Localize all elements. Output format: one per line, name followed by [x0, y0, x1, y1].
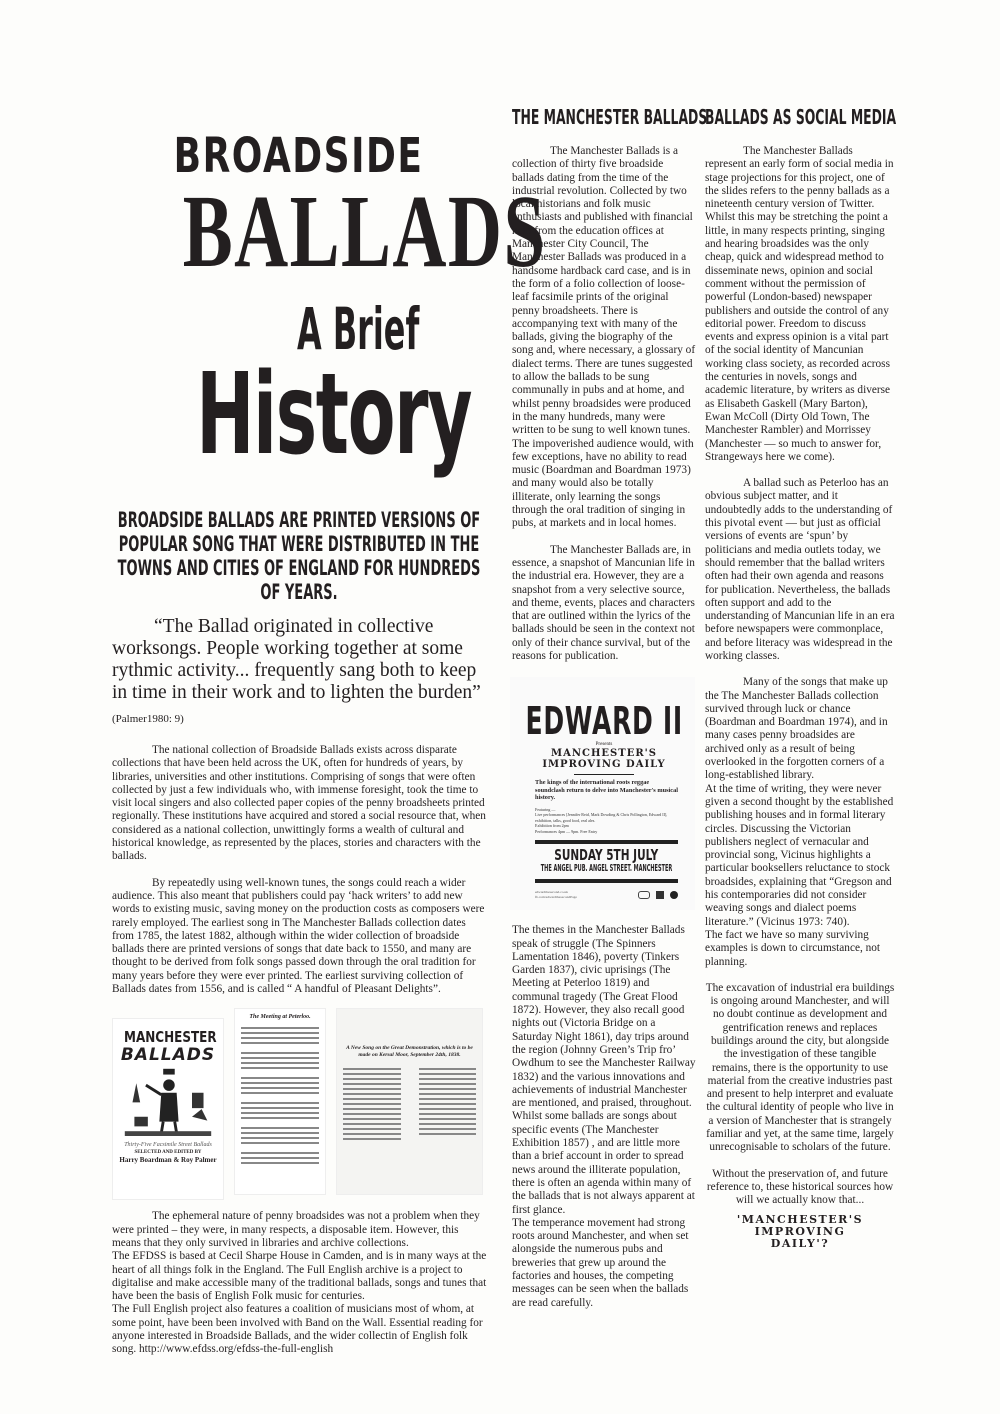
sheet-text-lines [235, 1027, 325, 1164]
left-column-body-2 [112, 1210, 487, 1356]
subtitle [112, 508, 485, 604]
quote-text: “The Ballad originated in collective worksongs. People working together at some rythmic activity... frequently sang both to keep in time in their work and to lighten the burden” [112, 616, 481, 703]
peterloo-sheet-image [234, 1008, 326, 1195]
title-line-3: A Brief [297, 295, 420, 363]
poster-blurb: The kings of the international roots reggae soundclash return to delve into Manchester's musical history. [535, 779, 678, 802]
paragraph: The excavation of industrial era buildings is ongoing around Manchester, and will no doubt continue as development and gentrification renews and replaces buildings around the city, but alongside the investigation of these tangible remains, there is the opportunity to use material from the creative industries past and present to help interpret and evaluate the cultural identity of people who live in a version of Manchester that is strangely familiar and yet, at the same time, largely unrecognisable to scholars of the future. [705, 981, 895, 1154]
left-column-body [112, 744, 487, 996]
poster-band-name: EDWARD II [525, 699, 683, 744]
poster-rule [535, 840, 678, 844]
title-history [112, 350, 485, 480]
poster-presents: Presents [595, 742, 613, 748]
social-media-heading [705, 105, 895, 129]
paragraph: The Manchester Ballads are, in essence, a snapshot of Mancunian life in the industrial era. However, they are a snapshot from a very selective source, and theme, events, places and characters that are outlined within the lyrics of the ballads should be seen in the context not only of their chance survival, but of the reasons for publication. [512, 543, 695, 662]
right-column-body [705, 145, 895, 1250]
poster-title-2: IMPROVING DAILY [542, 759, 666, 771]
right-column [705, 105, 895, 1250]
poster-venue: THE ANGEL PUB. ANGEL STREET. MANCHESTER [540, 863, 673, 875]
poster-featuring: Featuring — [535, 806, 556, 812]
paragraph: The temperance movement had strong roots around Manchester, and when set alongside the numerous pubs and breweries that grew up around the factories and houses, the competing messages can be seen when the ballads are read carefully. [512, 1216, 689, 1309]
poster-web: edwardthesecond.co.uk [535, 890, 568, 895]
paragraph: The Manchester Ballads represent an early form of social media in stage projections for this project, one of the slides refers to the penny ballads as a nineteenth century version of Twitter. Whilst this may be stretching the point a little, in many respects printing, singing and hearing broadsides was the only cheap, quick and widespread method to disseminate news, opinion and social comment without the permission of powerful (London-based) newspaper publishers and outside the control of any editorial power. Freedom to discuss events and express opinion is a vital part of the social identity of Mancunian working class society, as recorded across the centuries in novels, songs and academic literature, by writers as diverse as Elisabeth Gaskell (Mary Barton), Ewan McColl (Dirty Old Town, The Manchester Rambler) and Morrissey (Manchester — so much to answer for, Strangeways here we come). [705, 145, 894, 463]
closing-title: 'MANCHESTER'S IMPROVING DAILY'? [736, 1212, 864, 1250]
poster-sponsor-logos [638, 891, 678, 899]
paragraph: The Manchester Ballads is a collection of thirty five broadside ballads dating from the time of the industrial revolution. Collected by two local historians and folk music enthusiasts and published with financial help from the education offices at Manchester City Council, The Manchester Ballads was produced in a handsome hardback card case, and is in the form of a folio collection of loose-leaf facsimile prints of the original penny broadsheets. There is accompanying text with many of the ballads, giving the biography of the song and, where necessary, a glossary of dialect terms. There are tunes suggested to allow the ballads to be sung communally in pubs and at home, and whilst penny broadsides were produced in the many hundreds, many were written to be sung to well known tunes. [512, 145, 696, 437]
paragraph: The ephemeral nature of penny broadsides was not a problem when they were printed – they were, in many respects, a disposable item. However, this means that they only survived in libraries and archive collections. [112, 1210, 480, 1249]
kersal-moor-sheet-image [336, 1008, 483, 1195]
poster-details [535, 807, 680, 835]
image-strip [112, 1008, 490, 1200]
heading-text: BALLADS AS SOCIAL MEDIA [705, 105, 897, 129]
paragraph: The fact we have so many surviving examples is down to circumstance, not planning. [705, 928, 881, 968]
book-title-2: BALLADS [120, 1045, 216, 1066]
paragraph: Without the preservation of, and future reference to, these historical sources how will we actually know that... [706, 1167, 894, 1207]
title-ballads [112, 172, 547, 291]
poster-fb: fb.com/edwardthesecondPage [535, 895, 577, 900]
event-poster [510, 677, 695, 910]
book-cover-image [112, 1018, 224, 1200]
opening-quote [112, 616, 490, 730]
sheet-title: A New Song on the Great Demonstration, which is to be made on Kersal Moor, September 24th, 1838. [346, 1045, 473, 1059]
book-editors: Harry Boardman & Roy Palmer [119, 1156, 217, 1165]
book-title-1: MANCHESTER [124, 1028, 217, 1047]
poster-links [535, 890, 577, 900]
middle-column [512, 105, 708, 1310]
paragraph: A ballad such as Peterloo has an obvious subject matter, and it undoubtedly adds to the understanding of this pivotal event — but just as official versions of events are ‘spun’ by politicians and media outlets today, we should remember that the ballad writers often had their own agenda and reasons for publication. Nevertheless, the ballads often support and add to the understanding of Mancunian life in an era before newspapers were commonplace, and before literacy was widespread in the working classes. [705, 477, 895, 662]
paragraph: By repeatedly using well-known tunes, the songs could reach a wider audience. This also meant that publishers could pay ‘hack writers’ to add new words to existing music, saving money on the production costs as composers were rarely employed. The earliest song in The Manchester Ballads collection dates from 1785, the latest 1882, although within the wider collection of broadside ballads there are printed versions of songs that date back to 1550, and many are thought to be derived from folk songs passed down through the oral tradition for many years before they were ever printed. The earliest surviving collection of Ballads dates from 1556, and is called “ A handful of Pleasant Delights”. [112, 876, 485, 996]
book-subtitle: Thirty-Five Facsimile Street Ballads [124, 1142, 212, 1149]
paragraph: The EFDSS is based at Cecil Sharpe House in Camden, and is in many ways at the heart of all things folk in the England. The Full English archive is a project to digitalise and make accessible many of the traditional ballads, songs and tunes that have been the basis of English Folk music for centuries. [112, 1250, 487, 1303]
paragraph: Many of the songs that make up the The Manchester Ballads collection survived through luck or chance (Boardman and Boardman 1974), and in many cases penny broadsides are archived only as a result of being overlooked in the forgotten corners of a long-established library. [705, 676, 888, 782]
quote-citation: (Palmer1980: 9) [112, 713, 184, 725]
manchester-ballads-heading [512, 105, 708, 129]
poster-rule [535, 879, 678, 883]
middle-column-body [512, 145, 696, 663]
heading-text: THE MANCHESTER BALLADS [512, 105, 708, 129]
title-line-4: History [196, 350, 472, 480]
paragraph: The themes in the Manchester Ballads speak of struggle (The Spinners Lamentation 1846), poverty (Tinkers Garden 1837), civic uprisings (The Meeting at Peterloo 1819) and communal tragedy (The Great Flood 1872). However, they also recall good nights out (Victoria Bridge on a Saturday Night 1861), day trips around the region (Johnny Green’s Trip fro’ Owdhum to see the Manchester Railway 1832) and the various innovations and achievements of industrial Manchester are mentioned, and praised, throughout. Whilst some ballads are songs about specific events (The Manchester Exhibition 1857) , and are little more than a brief account in order to spread news around the illiterate population, there is often an agenda within many of the ballads that is not always apparent at first glance. [512, 924, 696, 1216]
poster-performances: Performances 4pm — 9pm. Free Entry [535, 828, 598, 834]
sheet-text-lines [337, 1065, 482, 1143]
book-editors-label: SELECTED AND EDITED BY [134, 1150, 202, 1156]
paragraph: The national collection of Broadside Ballads exists across disparate collections that have been held across the UK, often for hundreds of years, by libraries, universities and other institutions. Comprising of songs that were often collected by just a few individuals who, with immense foresight, took the time to visit local singers and also collected paper copies of the penny broadsheets printed regionally. These institutions have acquired and stored a social resource that, when considered as a national collection, unwittingly forms a wealth of cultural and historical knowledge, as represented by the places, stories and characters with the ballads. [112, 744, 486, 863]
poster-title-1: MANCHESTER'S [551, 748, 657, 760]
poster-divider [574, 774, 634, 775]
sheet-title: The Meeting at Peterloo. [249, 1014, 311, 1021]
paragraph: At the time of writing, they were never given a second thought by the established publishing houses and in formal literary circles. Discussing the Victorian publishers neglect of vernacular and provincial song, Vicinus highlights a particular booksellers reluctance to stock broadsides, explaining that “Gregson and his contemporaries did not consider weaving songs and dialect poems literature.” (Vicinus 1973: 740). [705, 782, 894, 928]
middle-column-body-2 [512, 924, 696, 1310]
poster-date: SUNDAY 5TH JULY [554, 846, 659, 865]
title-line-1: BROADSIDE [173, 128, 424, 184]
poster-live: Live performances [Jennifer Reid, Mark Dowding & Chris Pollington, Edward II], exhibition, talks, good food, real ales. [535, 812, 668, 823]
subtitle-text: BROADSIDE BALLADS ARE PRINTED VERSIONS OF POPULAR SONG THAT WERE DISTRIBUTED IN THE TOWNS AND CITIES OF ENGLAND FOR HUNDREDS OF YEARS. [117, 508, 480, 604]
title-line-2: BALLADS [182, 174, 547, 289]
paragraph: The Full English project also features a coalition of musicians most of whom, at some point, have been been involved with Band on the Wall. Essential reading for anyone interested in Broadside Ballads, and the wider collectin of English folk song. http://www.efdss.org/efdss-the-full-english [112, 1303, 483, 1356]
paragraph: The impoverished audience would, with few exceptions, have no ability to read music (Boardman and Boardman 1973) and many would also be totally illiterate, only learning the songs through the oral tradition of singing in pubs, at markets and in local homes. [512, 437, 694, 530]
ballad-singer-illustration [123, 1064, 213, 1136]
poster-exhibition: Exhibition from 2pm [535, 823, 569, 829]
left-column [112, 508, 490, 1357]
